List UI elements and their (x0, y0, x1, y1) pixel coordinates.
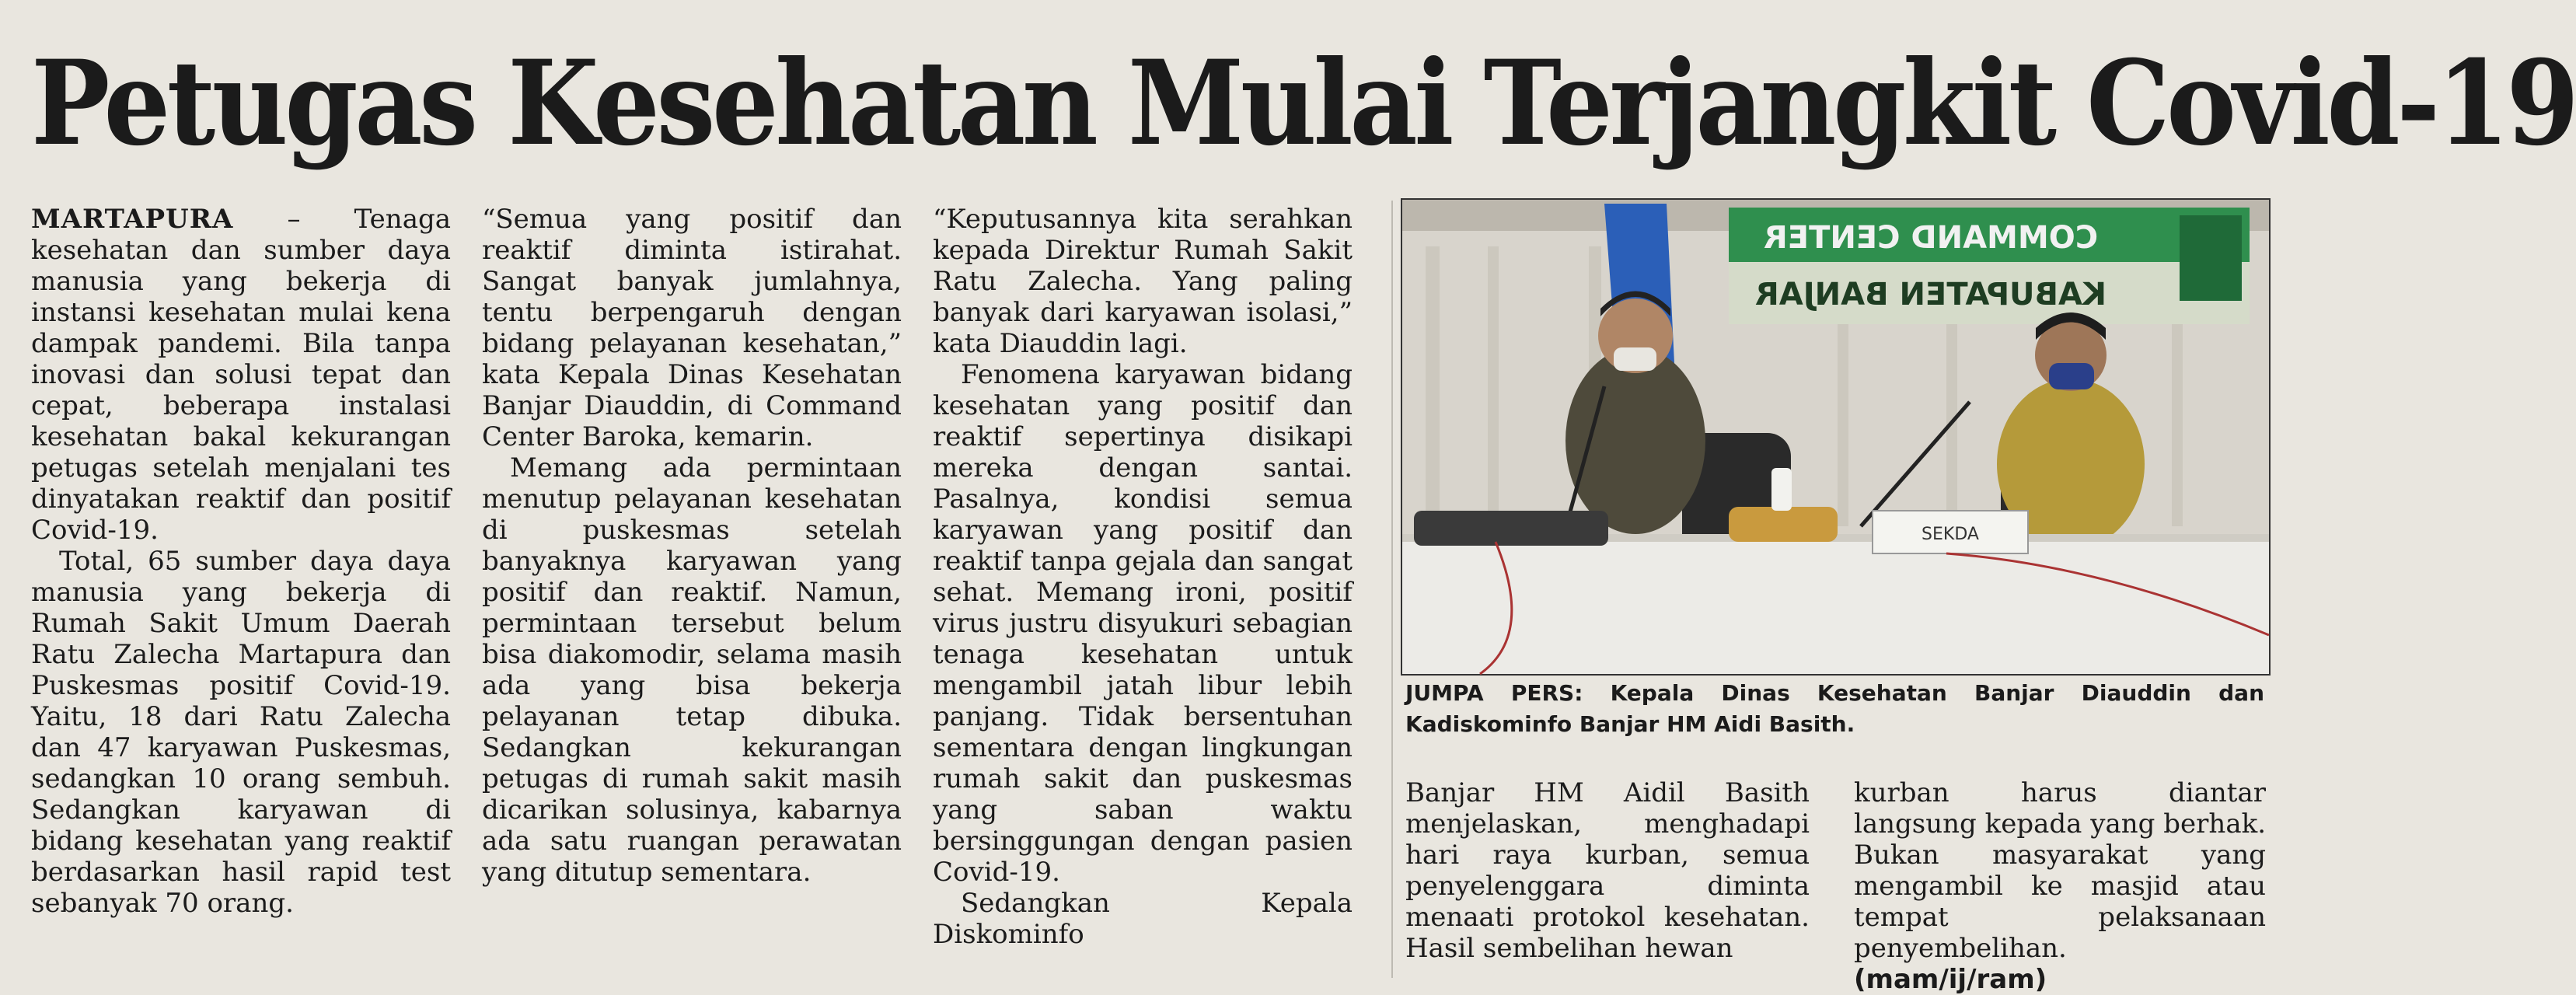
paragraph-text: – Tenaga kesehatan dan sumber daya manusia yang bekerja di instansi kesehatan mulai kena dampak pandemi. Bila tanpa inovasi dan solusi tepat dan cepat, beberapa instalasi kesehatan bakal kekurangan petugas setelah menjalani tes dinyatakan reaktif dan positif Covid-19. (31, 204, 451, 546)
caption-lead: JUMPA PERS: (1405, 680, 1583, 706)
photo-caption (1405, 678, 2264, 740)
article-column-5 (1854, 777, 2266, 995)
paragraph (31, 204, 451, 546)
article-column-3 (933, 204, 1353, 981)
article-column-2 (482, 204, 902, 981)
paragraph: Sedangkan Kepala Diskominfo (933, 888, 1353, 950)
press-conference-photo (1401, 198, 2271, 676)
paragraph-text: kurban harus diantar langsung kepada yang berhak. Bukan masyarakat yang mengambil ke masjid atau tempat pelaksanaan penyembelihan. (1854, 777, 2266, 964)
paragraph: “Semua yang positif dan reaktif diminta istirahat. Sangat banyak jumlahnya, tentu berpengaruh dengan bidang pelayanan kesehatan,” kata Kepala Dinas Kesehatan Banjar Diauddin, di Command Center Baroka, kemarin. (482, 204, 902, 452)
banner-text-1: COMMAND CENTER (1763, 220, 2099, 256)
article-column-1 (31, 204, 451, 981)
headline: Petugas Kesehatan Mulai Terjangkit Covid-19 (31, 35, 2576, 172)
table (1402, 534, 2269, 674)
paragraph: Banjar HM Aidil Basith menjelaskan, menghadapi hari raya kurban, semua penyelenggara diminta menaati protokol kesehatan. Hasil sembelihan hewan (1405, 777, 1810, 964)
paragraph: Total, 65 sumber daya daya manusia yang bekerja di Rumah Sakit Umum Daerah Ratu Zalecha Martapura dan Puskesmas positif Covid-19. Yaitu, 18 dari Ratu Zalecha dan 47 karyawan Puskesmas, sedangkan 10 orang sembuh. Sedangkan karyawan di bidang kesehatan yang reaktif berdasarkan hasil rapid test sebanyak 70 orang. (31, 546, 451, 919)
author-signature: (mam/ij/ram) (1854, 964, 2047, 995)
command-center-banner (1729, 208, 2250, 324)
caption-text: Kepala Dinas Kesehatan Banjar Diauddin dan Kadiskominfo Banjar HM Aidi Basith. (1405, 680, 2264, 737)
paragraph: Fenomena karyawan bidang kesehatan yang positif dan reaktif sepertinya disikapi mereka dengan santai. Pasalnya, kondisi semua karyawan yang positif dan reaktif tanpa gejala dan sangat sehat. Memang ironi, positif virus justru disyukuri sebagian tenaga kesehatan untuk mengambil jatah libur lebih panjang. Tidak bersentuhan sementara dengan lingkungan rumah sakit dan puskesmas yang saban waktu bersinggungan dengan pasien Covid-19. (933, 359, 1353, 888)
paragraph (1854, 777, 2266, 995)
photo-illustration (1402, 200, 2269, 674)
article-column-4 (1405, 777, 1810, 979)
nameplate-text: SEKDA (1922, 525, 1979, 544)
column-divider (1391, 201, 1393, 978)
paragraph: “Keputusannya kita serahkan kepada Direktur Rumah Sakit Ratu Zalecha. Yang paling banyak dari karyawan isolasi,” kata Diauddin lagi. (933, 204, 1353, 359)
banner-text-2: KABUPATEN BANJAR (1755, 277, 2107, 312)
dateline: MARTAPURA (31, 204, 234, 235)
paragraph: Memang ada permintaan menutup pelayanan kesehatan di puskesmas setelah banyaknya karyawan yang positif dan reaktif. Namun, permintaan tersebut belum bisa diakomodir, selama masih ada yang bisa bekerja pelayanan tetap dibuka. Sedangkan kekurangan petugas di rumah sakit masih dicarikan solusinya, kabarnya ada satu ruangan perawatan yang ditutup sementara. (482, 452, 902, 888)
